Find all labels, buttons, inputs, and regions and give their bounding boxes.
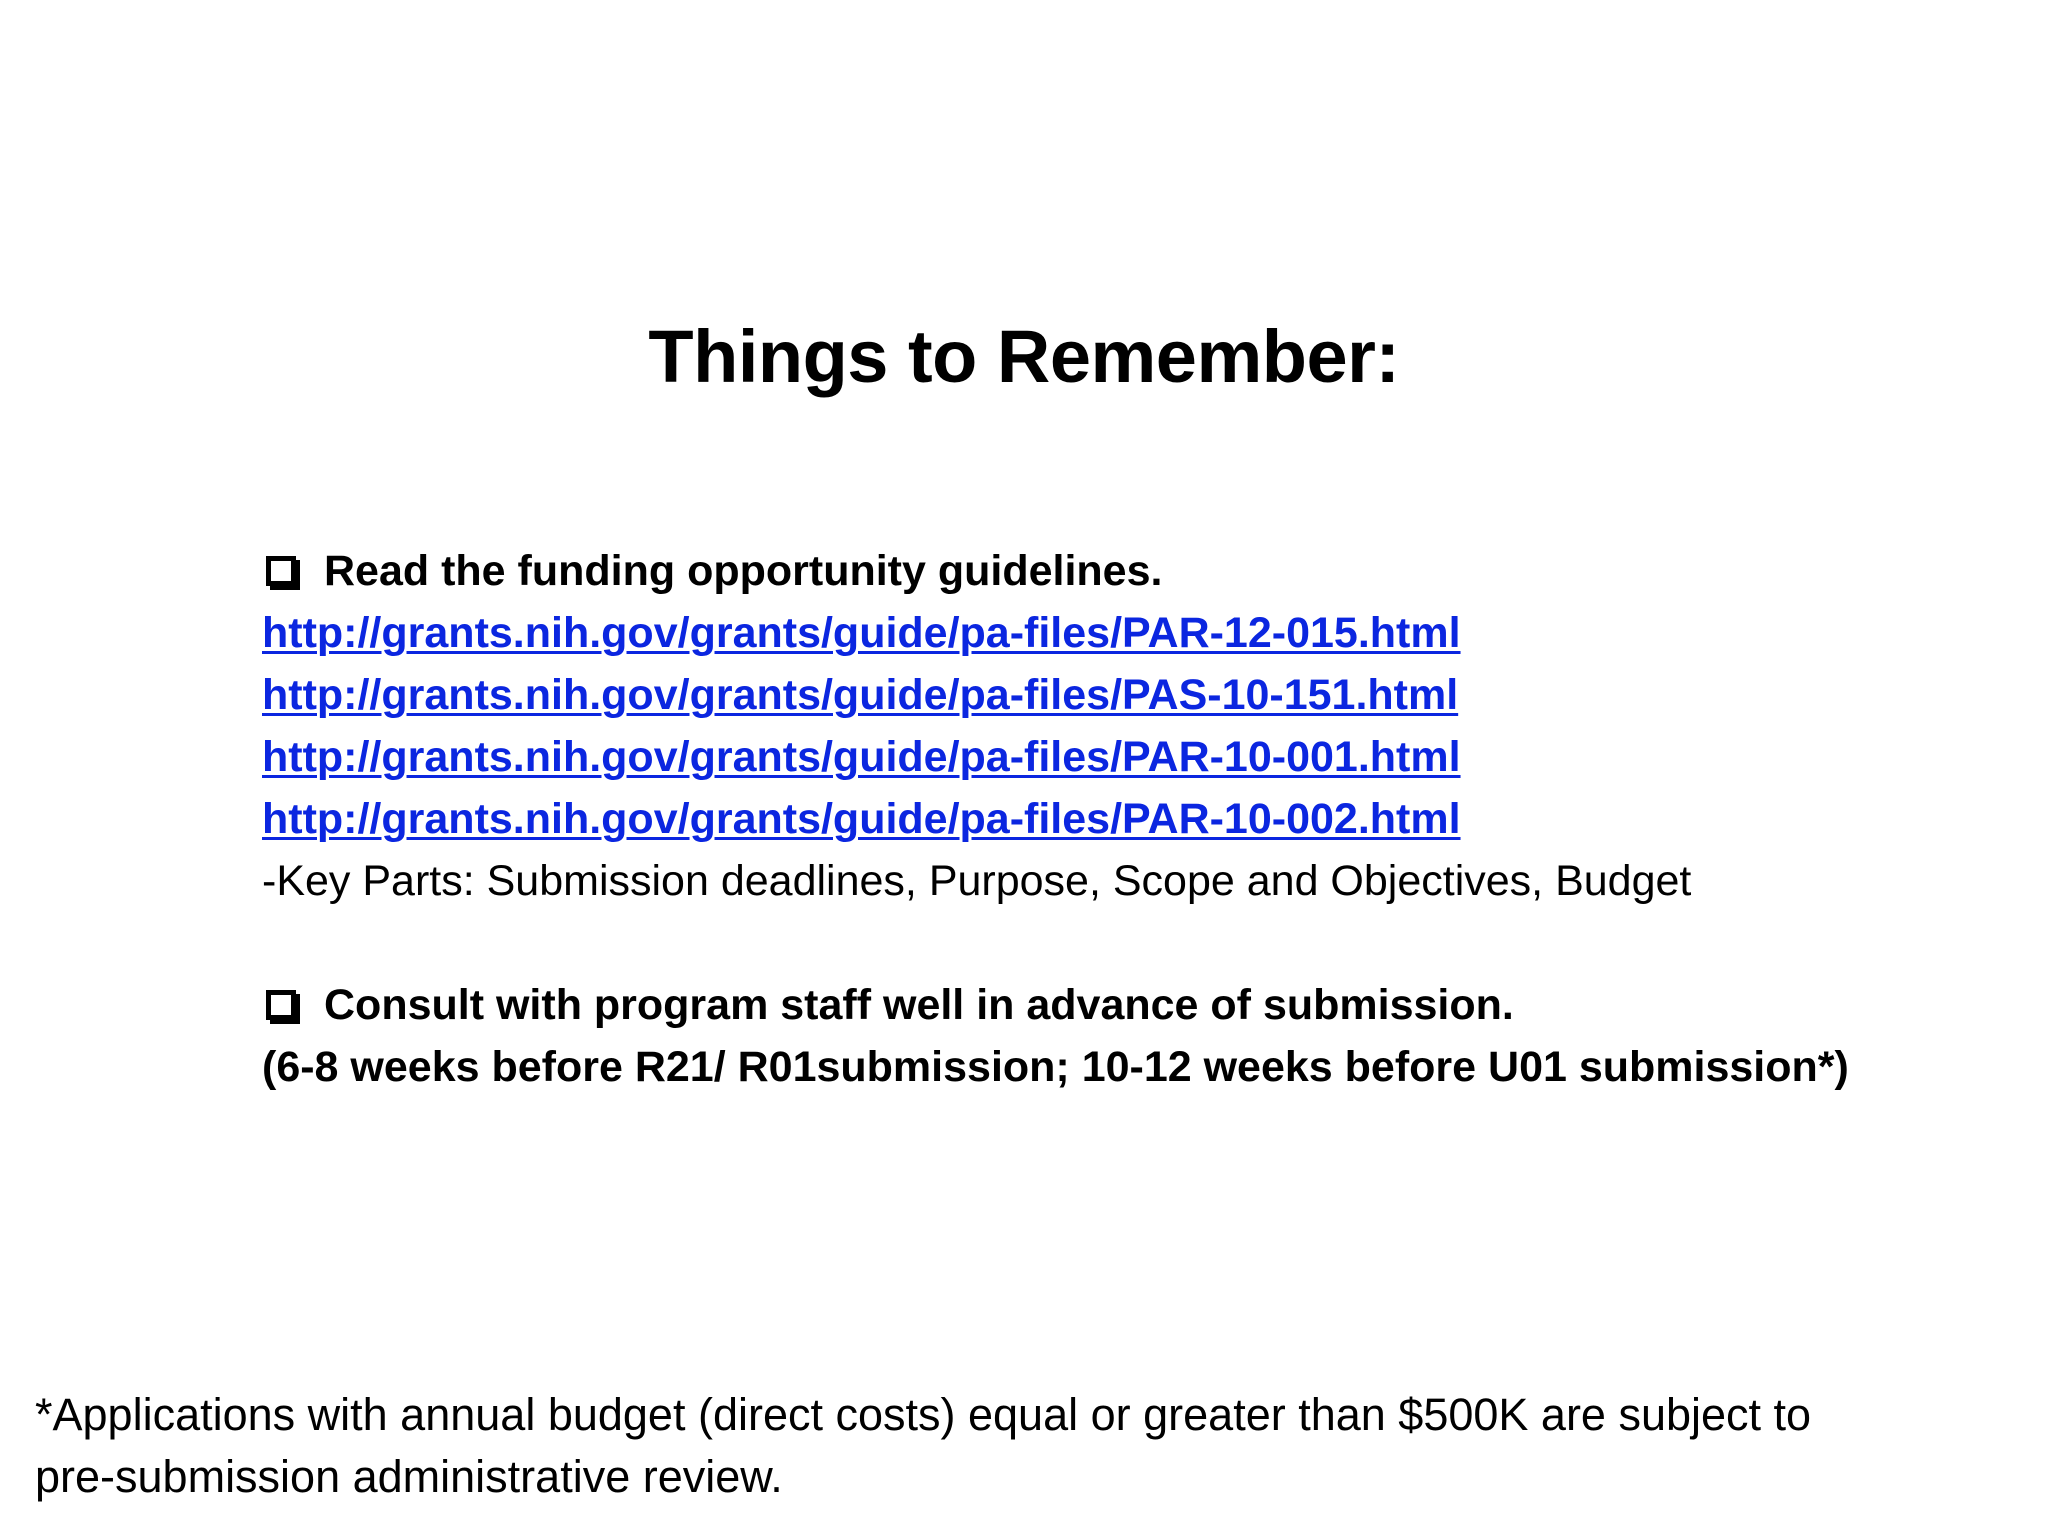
bullet-heading: Consult with program staff well in advance of submission. bbox=[324, 981, 1514, 1029]
link-par-10-001[interactable]: http://grants.nih.gov/grants/guide/pa-files/PAR-10-001.html bbox=[262, 733, 1461, 781]
footnote bbox=[35, 1384, 2025, 1508]
footnote-line-1: *Applications with annual budget (direct costs) equal or greater than $500K are subject to bbox=[35, 1389, 1812, 1440]
link-pas-10-151[interactable]: http://grants.nih.gov/grants/guide/pa-files/PAS-10-151.html bbox=[262, 671, 1459, 719]
checkbox-icon bbox=[266, 556, 296, 586]
slide-title: Things to Remember: bbox=[648, 315, 1400, 398]
link-par-12-015[interactable]: http://grants.nih.gov/grants/guide/pa-files/PAR-12-015.html bbox=[262, 609, 1461, 657]
content-body bbox=[262, 540, 2042, 1098]
footnote-line-2: pre-submission administrative review. bbox=[35, 1451, 783, 1502]
link-par-10-002[interactable]: http://grants.nih.gov/grants/guide/pa-files/PAR-10-002.html bbox=[262, 795, 1461, 843]
bullet-heading: Read the funding opportunity guidelines. bbox=[324, 547, 1163, 595]
checkbox-icon bbox=[266, 990, 296, 1020]
bullet-item-consult bbox=[262, 974, 2042, 1036]
bullet-item-guidelines bbox=[262, 540, 2042, 602]
spacer bbox=[262, 912, 2042, 974]
timing-note: (6-8 weeks before R21/ R01submission; 10-12 weeks before U01 submission*) bbox=[262, 1043, 1849, 1091]
key-parts-note: -Key Parts: Submission deadlines, Purpose, Scope and Objectives, Budget bbox=[262, 857, 1692, 905]
